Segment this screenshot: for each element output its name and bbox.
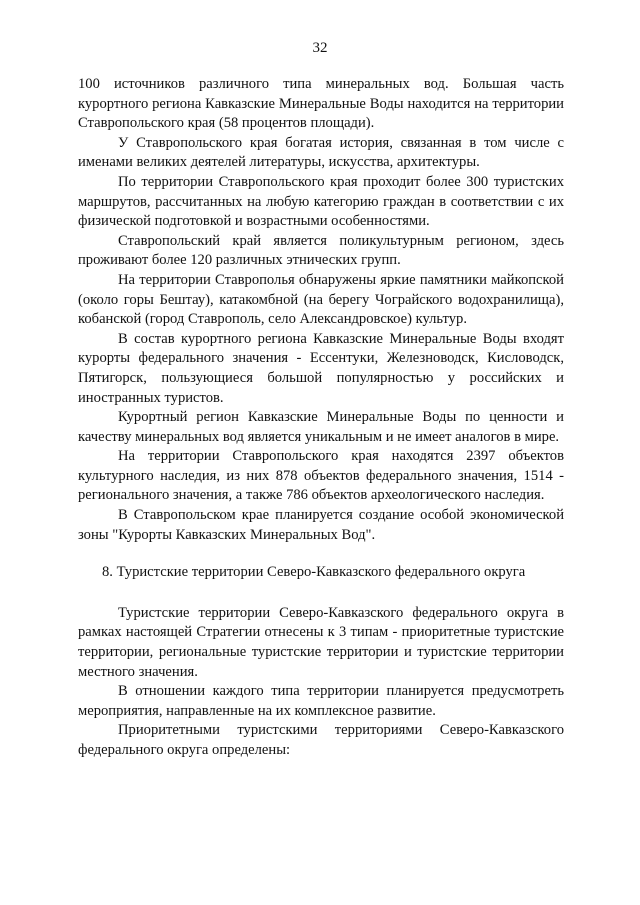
paragraph-priority-territories: Приоритетными туристскими территориями Северо-Кавказского федерального округа определены:: [78, 722, 564, 758]
paragraph-heritage: На территории Ставропольского края находятся 2397 объектов культурного наследия, из них 878 объектов федерального значения, 1514 - регионального значения, а также 786 объектов археологического наследия.: [78, 448, 564, 504]
paragraph-economic-zone: В Ставропольском крае планируется создание особой экономической зоны "Курорты Кавказских Минеральных Вод".: [78, 507, 564, 543]
section-heading: 8. Туристские территории Северо-Кавказского федерального округа: [102, 564, 526, 581]
paragraph-multicultural: Ставропольский край является поликультурным регионом, здесь проживают более 120 различных этнических групп.: [78, 232, 564, 269]
page-number: 32: [312, 40, 328, 56]
page-body: [78, 75, 564, 761]
paragraph-measures: В отношении каждого типа территории планируется предусмотреть мероприятия, направленные на их комплексное развитие.: [78, 683, 564, 719]
paragraph-monuments: На территории Ставрополья обнаружены яркие памятники майкопской (около горы Бештау), катакомбной (на берегу Чограйского водохранилища), кобанской (город Ставрополь, село Александровское) культур.: [78, 271, 564, 328]
paragraph-resorts: В состав курортного региона Кавказские Минеральные Воды входят курорты федерального значения - Ессентуки, Железноводск, Кисловодск, Пятигорск, пользующиеся большой популярностью у российских и иностранных туристов.: [78, 330, 564, 406]
paragraph-history: У Ставропольского края богатая история, связанная в том числе с именами великих деятелей литературы, искусства, архитектуры.: [78, 134, 564, 171]
paragraph-routes: По территории Ставропольского края проходит более 300 туристских маршрутов, рассчитанных на любую категорию граждан в соответствии с их физической подготовкой и возрастными особенностями.: [78, 173, 564, 230]
paragraph-continuation: 100 источников различного типа минеральных вод. Большая часть курортного региона Кавказские Минеральные Воды находится на территории Ставропольского края (58 процентов площади).: [78, 76, 564, 132]
paragraph-territory-types: Туристские территории Северо-Кавказского федерального округа в рамках настоящей Стратегии отнесены к 3 типам - приоритетные туристские территории, региональные туристские территории и туристские территории местного значения.: [78, 604, 564, 680]
paragraph-mineral-waters: Курортный регион Кавказские Минеральные Воды по ценности и качеству минеральных вод является уникальным и не имеет аналогов в мире.: [78, 409, 564, 445]
